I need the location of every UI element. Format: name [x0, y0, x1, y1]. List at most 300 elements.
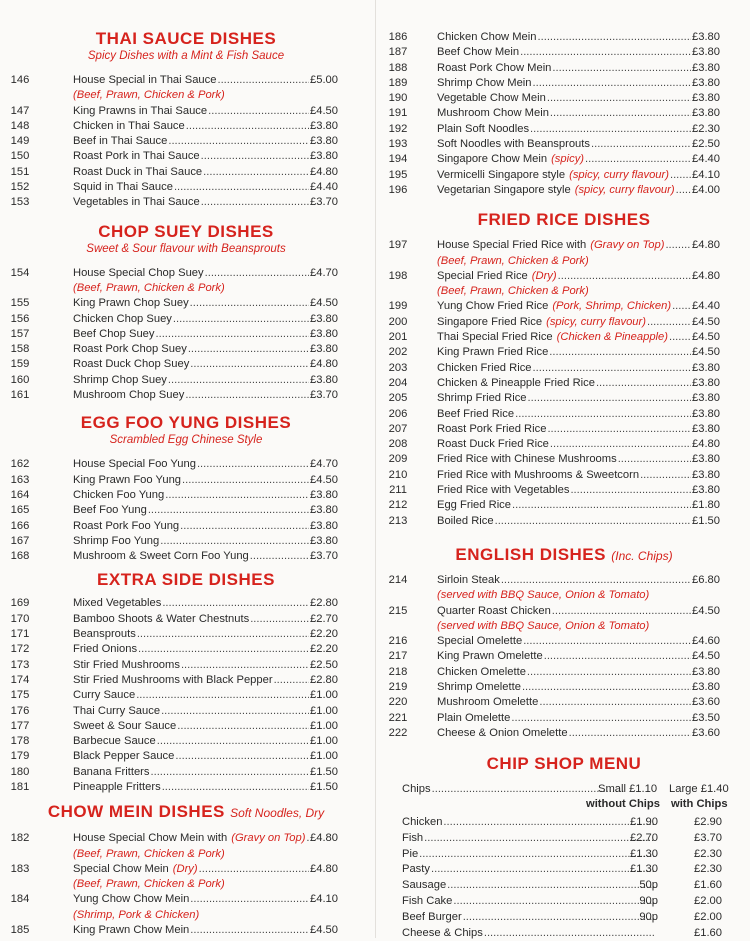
item-line: [73, 688, 338, 703]
item-name: Mushroom Chow Mein: [437, 107, 549, 120]
item-note: (Gravy on Top): [231, 832, 306, 845]
item-line: [437, 468, 720, 483]
menu-item: [0, 534, 372, 549]
chip-item-name: Fish: [402, 831, 424, 844]
item-name: Beansprouts: [73, 628, 136, 641]
item-number: 215: [388, 604, 408, 617]
dot-leader: [515, 407, 691, 422]
item-price: £4.80: [310, 165, 338, 178]
dot-leader: [208, 104, 309, 119]
dot-leader: [549, 345, 691, 360]
section-subtitle: Scrambled Egg Chinese Style: [109, 434, 263, 447]
item-line: [437, 269, 720, 284]
fried-rice-section: [378, 210, 750, 529]
dot-leader: [199, 862, 309, 877]
dot-leader: [188, 342, 309, 357]
item-price: £3.80: [692, 376, 720, 389]
item-line: [437, 152, 720, 167]
dot-leader: [647, 315, 691, 330]
item-price: £3.80: [692, 422, 720, 435]
item-line: [73, 149, 338, 164]
dot-leader: [175, 749, 309, 764]
item-line: [73, 519, 338, 534]
item-name: Plain Omelette: [437, 711, 511, 724]
item-line: [437, 376, 720, 391]
chip-item-name: Chips: [402, 783, 431, 796]
menu-item: [0, 312, 372, 327]
section-title: [0, 802, 372, 823]
dot-leader: [669, 330, 691, 345]
item-number: 151: [10, 165, 30, 178]
item-price: £4.60: [692, 635, 720, 648]
dot-leader: [501, 573, 691, 588]
item-name: Chicken Chop Suey: [73, 312, 172, 325]
item-price: £4.50: [692, 604, 720, 617]
item-description: [378, 619, 750, 634]
item-number: 196: [388, 183, 408, 196]
menu-item: [378, 168, 750, 183]
menu-item: [0, 488, 372, 503]
item-name: King Prawn Omelette: [437, 650, 543, 663]
chip-item-line: [402, 831, 656, 846]
item-line: [73, 831, 338, 846]
item-name: Vegetable Chow Mein: [437, 92, 546, 105]
item-number: 212: [388, 499, 408, 512]
item-number: 158: [10, 343, 30, 356]
item-line: [437, 498, 720, 513]
item-line: [437, 726, 720, 741]
item-name: Thai Special Fried Rice: [437, 331, 553, 344]
menu-item: [0, 503, 372, 518]
section-title: [378, 545, 750, 566]
item-number: 222: [388, 726, 408, 739]
dot-leader: [495, 514, 691, 529]
item-price: £2.30: [692, 122, 720, 135]
item-name: Curry Sauce: [73, 689, 136, 702]
menu-item: [378, 711, 750, 726]
item-line: [437, 106, 720, 121]
item-number: 203: [388, 361, 408, 374]
item-name: Soft Noodles with Beansprouts: [437, 138, 590, 151]
right-column: [378, 0, 750, 941]
item-price: £4.50: [692, 650, 720, 663]
item-line: [73, 165, 338, 180]
item-number: 201: [388, 331, 408, 344]
menu-item: [0, 596, 372, 611]
menu-item: [0, 734, 372, 749]
menu-item: [378, 152, 750, 167]
menu-item: [0, 357, 372, 372]
dot-leader: [205, 266, 309, 281]
item-price: £3.50: [692, 711, 720, 724]
item-name: Mushroom & Sweet Corn Foo Yung: [73, 550, 249, 563]
item-name: Fried Rice with Mushrooms & Sweetcorn: [437, 468, 640, 481]
dot-leader: [431, 862, 655, 877]
menu-item: [378, 634, 750, 649]
dot-leader: [596, 376, 691, 391]
item-price: £4.70: [310, 266, 338, 279]
thai-sauce-section: [0, 29, 372, 211]
item-line: [73, 342, 338, 357]
item-line: [437, 238, 720, 253]
item-number: 197: [388, 239, 408, 252]
item-price: £3.70: [310, 550, 338, 563]
dot-leader: [523, 634, 691, 649]
extra-side-section: [0, 570, 372, 795]
item-name: House Special in Thai Sauce: [73, 74, 217, 86]
chow-mein-continued: [378, 30, 750, 198]
item-name: Shrimp Chow Mein: [437, 76, 532, 89]
item-price: £2.20: [310, 628, 338, 641]
menu-item: [0, 627, 372, 642]
item-name: Sweet & Sour Sauce: [73, 719, 177, 732]
item-name: Vermicelli Singapore style: [437, 168, 566, 181]
item-price: £1.50: [692, 514, 720, 527]
chip-price-with-chips: £2.00: [694, 894, 722, 907]
dot-leader: [558, 269, 691, 284]
item-number: 159: [10, 358, 30, 371]
item-price: £5.00: [310, 74, 338, 86]
item-price: £3.80: [692, 680, 720, 693]
item-number: 146: [10, 74, 30, 86]
item-name: Special Chow Mein: [73, 862, 169, 875]
item-name: Cheese & Onion Omelette: [437, 726, 568, 739]
item-line: [437, 514, 720, 529]
dot-leader: [160, 534, 309, 549]
item-name: House Special Chow Mein with: [73, 832, 228, 845]
item-name: Yung Chow Fried Rice: [437, 300, 549, 313]
item-price: £6.80: [692, 573, 720, 586]
item-price: £4.50: [692, 315, 720, 328]
item-price: £3.80: [310, 119, 338, 132]
item-price: £4.50: [310, 104, 338, 117]
item-price: £4.10: [310, 893, 338, 906]
item-name: Singapore Fried Rice: [437, 315, 543, 328]
chip-shop-row: [378, 862, 750, 878]
item-name: Beef Foo Yung: [73, 504, 147, 517]
item-line: [437, 391, 720, 406]
item-name: Special Fried Rice: [437, 269, 528, 282]
section-subtitle: Spicy Dishes with a Mint & Fish Sauce: [87, 50, 285, 62]
item-name: Roast Pork Chop Suey: [73, 343, 187, 356]
item-line: [437, 665, 720, 680]
menu-item: [378, 422, 750, 437]
dot-leader: [447, 878, 655, 893]
dot-leader: [591, 137, 691, 152]
item-price: £1.00: [310, 689, 338, 702]
dot-leader: [148, 503, 309, 518]
menu-item: [378, 376, 750, 391]
item-price: £3.80: [310, 343, 338, 356]
item-name: Roast Duck in Thai Sauce: [73, 165, 203, 178]
dot-leader: [484, 926, 655, 941]
item-number: 153: [10, 196, 30, 209]
menu-item: [0, 642, 372, 657]
item-name: Banana Fritters: [73, 765, 150, 778]
item-number: 216: [388, 635, 408, 648]
item-price: £4.50: [310, 297, 338, 310]
menu-item: [0, 688, 372, 703]
menu-item: [378, 468, 750, 483]
item-line: [73, 357, 338, 372]
dot-leader: [552, 61, 691, 76]
dot-leader: [670, 168, 691, 183]
dot-leader: [547, 91, 691, 106]
menu-item: [0, 388, 372, 403]
item-name: Roast Pork Foo Yung: [73, 519, 180, 532]
menu-item: [0, 195, 372, 210]
item-name: Mushroom Omelette: [437, 696, 539, 709]
dot-leader: [165, 488, 309, 503]
chip-price-without-chips: 90p: [639, 894, 658, 907]
item-description-text: (Beef, Prawn, Chicken & Pork): [437, 285, 589, 298]
dot-leader: [203, 165, 309, 180]
egg-foo-yung-section: [0, 413, 372, 564]
item-line: [437, 361, 720, 376]
menu-item: [0, 134, 372, 149]
item-line: [73, 862, 338, 877]
item-price: £1.50: [310, 765, 338, 778]
menu-item: [378, 238, 750, 253]
item-price: £4.80: [692, 239, 720, 252]
item-number: 171: [10, 628, 30, 641]
dot-leader: [190, 296, 309, 311]
item-description: [378, 254, 750, 269]
column-divider: [375, 0, 376, 938]
item-price: £2.20: [310, 643, 338, 656]
item-name: Chicken in Thai Sauce: [73, 119, 185, 132]
item-name: Black Pepper Sauce: [73, 750, 175, 763]
item-number: 186: [388, 31, 408, 43]
item-line: [73, 180, 338, 195]
item-name: Roast Pork Chow Mein: [437, 61, 552, 74]
menu-item: [0, 180, 372, 195]
dot-leader: [177, 719, 309, 734]
item-name: Fried Rice with Chinese Mushrooms: [437, 453, 617, 466]
item-name: House Special Foo Yung: [73, 458, 196, 471]
item-name: Quarter Roast Chicken: [437, 604, 551, 617]
item-name: Chicken Fried Rice: [437, 361, 532, 374]
item-line: [437, 315, 720, 330]
item-name: Chicken & Pineapple Fried Rice: [437, 376, 595, 389]
dot-leader: [550, 437, 691, 452]
dot-leader: [190, 357, 309, 372]
item-price: £3.80: [692, 31, 720, 43]
item-name: King Prawn Chop Suey: [73, 297, 189, 310]
chip-item-line: [402, 910, 656, 925]
item-number: 217: [388, 650, 408, 663]
section-title: EXTRA SIDE DISHES: [97, 570, 275, 590]
chip-price-without-chips: 90p: [639, 910, 658, 923]
item-name: Pineapple Fritters: [73, 780, 161, 793]
item-number: 163: [10, 473, 30, 486]
item-price: £3.80: [310, 488, 338, 501]
dot-leader: [201, 149, 309, 164]
menu-item: [378, 695, 750, 710]
chip-item-line: [402, 847, 656, 862]
menu-item: [378, 407, 750, 422]
item-number: 211: [389, 484, 407, 497]
english-dishes-section: [378, 545, 750, 741]
item-number: 177: [10, 719, 30, 732]
item-price: £4.40: [692, 153, 720, 166]
item-number: 152: [10, 181, 30, 194]
item-line: [73, 327, 338, 342]
item-name: Vegetarian Singapore style: [437, 183, 571, 196]
item-price: £3.80: [692, 453, 720, 466]
menu-item: [378, 61, 750, 76]
section-title-text: CHOW MEIN DISHES: [47, 802, 225, 822]
item-number: 208: [388, 438, 408, 451]
item-price: £2.80: [310, 673, 338, 686]
item-name: Vegetables in Thai Sauce: [73, 196, 200, 209]
item-price: £3.80: [692, 484, 720, 497]
item-line: [437, 330, 720, 345]
item-description: [0, 847, 372, 862]
item-note: (spicy, curry flavour): [574, 183, 675, 196]
item-line: [73, 923, 338, 938]
menu-item: [378, 183, 750, 198]
item-line: [73, 673, 338, 688]
item-price: £4.80: [310, 832, 338, 845]
item-line: [437, 61, 720, 76]
item-line: [437, 407, 720, 422]
item-line: [73, 503, 338, 518]
chip-price-with-chips: £2.90: [694, 815, 722, 828]
item-number: 150: [10, 150, 30, 163]
menu-item: [0, 149, 372, 164]
menu-item: [378, 726, 750, 741]
dot-leader: [453, 894, 655, 909]
dot-leader: [676, 183, 691, 198]
item-line: [437, 680, 720, 695]
dot-leader: [150, 765, 309, 780]
item-number: 198: [388, 269, 408, 282]
menu-item: [378, 391, 750, 406]
dot-leader: [162, 780, 309, 795]
menu-item: [0, 457, 372, 472]
dot-leader: [665, 238, 691, 253]
item-description-text: (Beef, Prawn, Chicken & Pork): [73, 847, 225, 860]
item-description-text: (Beef, Prawn, Chicken & Pork): [437, 254, 589, 267]
item-price: £3.80: [310, 327, 338, 340]
item-line: [437, 422, 720, 437]
item-line: [73, 296, 338, 311]
item-line: [73, 134, 338, 149]
item-number: 174: [10, 673, 30, 686]
item-line: [437, 76, 720, 91]
item-number: 202: [388, 346, 408, 359]
chip-item-name: Pasty: [402, 863, 430, 876]
item-price: £3.60: [692, 726, 720, 739]
item-line: [437, 30, 720, 45]
item-description: [0, 281, 372, 296]
item-note: (spicy, curry flavour): [569, 168, 669, 181]
item-price: £4.80: [310, 862, 338, 875]
item-price: £2.50: [310, 658, 338, 671]
dot-leader: [136, 688, 309, 703]
chip-shop-row: [378, 831, 750, 847]
item-price: £4.40: [692, 300, 720, 313]
item-name: Beef Chow Mein: [437, 46, 520, 59]
item-line: [73, 104, 338, 119]
chip-price-without-chips: £1.30: [630, 847, 658, 860]
item-price: £4.80: [692, 438, 720, 451]
item-line: [73, 719, 338, 734]
menu-item: [0, 73, 372, 88]
item-number: 176: [10, 704, 30, 717]
item-number: 199: [388, 300, 408, 313]
item-number: 221: [388, 711, 408, 724]
chip-price-without-chips: 50p: [639, 879, 658, 892]
menu-item: [0, 673, 372, 688]
item-number: 181: [10, 780, 30, 793]
item-name: Shrimp Fried Rice: [437, 392, 527, 405]
item-name: King Prawn Chow Mein: [73, 924, 190, 937]
item-price: £4.00: [692, 183, 720, 196]
item-line: [437, 452, 720, 467]
item-number: 193: [388, 138, 408, 151]
item-price: £4.50: [310, 924, 338, 937]
item-number: 195: [388, 168, 408, 181]
section-title-note: Soft Noodles, Dry: [230, 806, 325, 821]
menu-item: [378, 498, 750, 513]
item-number: 220: [388, 696, 408, 709]
item-line: [437, 345, 720, 360]
menu-item: [0, 612, 372, 627]
section-title: CHIP SHOP MENU: [486, 754, 642, 774]
menu-item: [0, 266, 372, 281]
menu-item: [0, 473, 372, 488]
item-line: [73, 534, 338, 549]
dot-leader: [530, 122, 691, 137]
item-line: [73, 549, 338, 564]
item-price: £3.80: [692, 392, 720, 405]
item-price: £3.70: [310, 389, 338, 402]
item-line: [73, 473, 338, 488]
menu-item: [378, 665, 750, 680]
item-name: Shrimp Foo Yung: [73, 534, 160, 547]
item-number: 167: [10, 534, 30, 547]
dot-leader: [585, 152, 691, 167]
item-price: £4.70: [310, 458, 338, 471]
chip-item-line: [402, 926, 656, 941]
menu-item: [378, 91, 750, 106]
dot-leader: [250, 612, 309, 627]
item-price: £1.00: [310, 704, 338, 717]
menu-item: [0, 704, 372, 719]
menu-item: [0, 749, 372, 764]
chip-shop-section: [378, 754, 750, 941]
item-name: Barbecue Sauce: [73, 735, 156, 748]
item-number: 165: [10, 504, 30, 517]
dot-leader: [463, 910, 655, 925]
item-number: 210: [388, 468, 408, 481]
item-number: 187: [388, 46, 408, 59]
menu-item: [0, 519, 372, 534]
dot-leader: [168, 373, 309, 388]
menu-item: [378, 106, 750, 121]
item-number: 209: [388, 453, 408, 466]
item-name: Boiled Rice: [437, 514, 494, 527]
chips-row: [378, 782, 750, 798]
item-name: Roast Duck Fried Rice: [437, 438, 549, 451]
item-line: [437, 137, 720, 152]
item-number: 180: [10, 765, 30, 778]
item-number: 156: [10, 312, 30, 325]
dot-leader: [618, 452, 691, 467]
item-description: [0, 908, 372, 923]
